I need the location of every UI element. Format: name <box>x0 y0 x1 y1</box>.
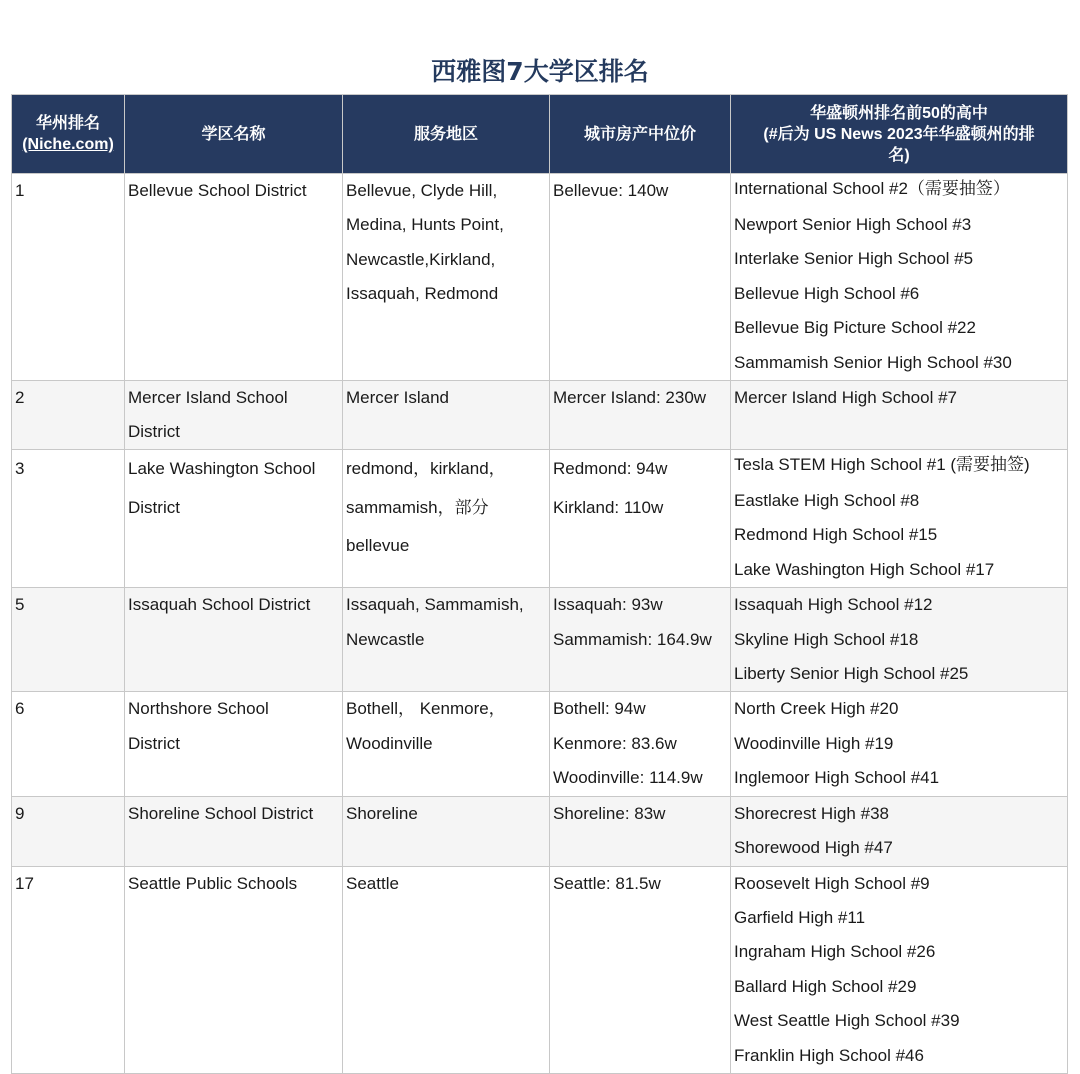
table-row <box>12 866 1068 1073</box>
top-schools-line: Mercer Island High School #7 <box>734 388 958 408</box>
rank-cell: 5 <box>12 588 125 692</box>
header-schools-line3: 名) <box>888 146 910 164</box>
table-row <box>12 796 1068 866</box>
top-schools-cell <box>731 381 1068 450</box>
header-rank-label: 华州排名 <box>35 115 100 132</box>
top-schools-line: Tesla STEM High School #1 (需要抽签) <box>734 455 1030 475</box>
top-schools-line: International School #2（需要抽签） <box>734 179 1010 198</box>
service-area-line: sammamish，部分 <box>346 497 489 517</box>
top-schools-line: Redmond High School #15 <box>734 525 938 545</box>
service-area-line: Bellevue, Clyde Hill, <box>346 181 498 200</box>
top-schools-line: Skyline High School #18 <box>734 629 919 649</box>
service-area-line: Issaquah, Redmond <box>346 284 499 304</box>
niche-link[interactable]: (Niche.com) <box>22 136 114 153</box>
top-schools-line: Liberty Senior High School #25 <box>734 664 969 684</box>
district-name-line: Northshore School <box>128 699 269 719</box>
service-area-line: Issaquah, Sammamish, <box>346 595 524 615</box>
service-area-line: Mercer Island <box>346 388 449 408</box>
service-area-cell <box>343 381 550 450</box>
service-area-line: Medina, Hunts Point, <box>346 215 504 235</box>
service-area-line: Bothell， Kenmore， <box>346 699 506 719</box>
top-schools-line: Franklin High School #46 <box>734 1045 924 1065</box>
header-price: 城市房产中位价 <box>550 95 731 174</box>
header-schools-line1: 华盛顿州排名前50的高中 <box>810 104 988 122</box>
service-area-line: Woodinville <box>346 733 433 753</box>
rank-cell: 17 <box>12 866 125 1073</box>
table-row <box>12 450 1068 588</box>
median-price-line: Woodinville: 114.9w <box>553 768 703 788</box>
district-name-line: Bellevue School District <box>128 181 307 200</box>
median-price-line: Bellevue: 140w <box>553 181 669 200</box>
median-price-cell <box>550 450 731 588</box>
top-schools-cell <box>731 866 1068 1073</box>
district-name-cell <box>125 866 343 1073</box>
median-price-cell <box>550 381 731 450</box>
table-row <box>12 381 1068 450</box>
district-name-cell <box>125 588 343 692</box>
district-name-cell <box>125 450 343 588</box>
service-area-line: Seattle <box>346 873 399 893</box>
district-name-cell <box>125 796 343 866</box>
service-area-line: Newcastle <box>346 629 425 649</box>
top-schools-line: Issaquah High School #12 <box>734 595 933 615</box>
district-name-line: District <box>128 733 180 753</box>
service-area-cell <box>343 866 550 1073</box>
header-district: 学区名称 <box>125 95 343 174</box>
median-price-cell <box>550 174 731 381</box>
district-name-cell <box>125 381 343 450</box>
top-schools-line: Roosevelt High School #9 <box>734 873 930 893</box>
district-name-cell <box>125 174 343 381</box>
top-schools-line: Inglemoor High School #41 <box>734 768 940 788</box>
median-price-line: Mercer Island: 230w <box>553 388 707 408</box>
median-price-cell <box>550 692 731 796</box>
district-name-line: District <box>128 497 180 517</box>
service-area-cell <box>343 692 550 796</box>
header-schools <box>731 95 1068 174</box>
top-schools-line: Bellevue Big Picture School #22 <box>734 318 976 338</box>
median-price-line: Seattle: 81.5w <box>553 873 661 893</box>
median-price-cell <box>550 866 731 1073</box>
top-schools-line: Woodinville High #19 <box>734 733 894 753</box>
top-schools-line: Shorecrest High #38 <box>734 803 889 823</box>
header-area: 服务地区 <box>343 95 550 174</box>
service-area-cell <box>343 588 550 692</box>
top-schools-cell <box>731 692 1068 796</box>
median-price-line: Bothell: 94w <box>553 699 646 719</box>
district-name-line: Issaquah School District <box>128 595 311 615</box>
rank-cell: 1 <box>12 174 125 381</box>
district-name-line: Mercer Island School <box>128 388 288 408</box>
top-schools-cell <box>731 450 1068 588</box>
district-ranking-table <box>11 94 1068 1074</box>
service-area-cell <box>343 796 550 866</box>
rank-cell: 6 <box>12 692 125 796</box>
top-schools-cell <box>731 174 1068 381</box>
top-schools-line: Lake Washington High School #17 <box>734 559 995 579</box>
district-name-line: District <box>128 422 180 442</box>
top-schools-line: North Creek High #20 <box>734 699 899 719</box>
median-price-line: Sammamish: 164.9w <box>553 629 712 649</box>
district-name-line: Lake Washington School <box>128 459 316 479</box>
service-area-line: Newcastle,Kirkland, <box>346 249 496 269</box>
header-schools-line2: (#后为 US News 2023年华盛顿州的排 <box>763 125 1035 143</box>
top-schools-line: Interlake Senior High School #5 <box>734 249 974 269</box>
top-schools-line: Newport Senior High School #3 <box>734 215 972 234</box>
header-row <box>12 95 1068 174</box>
top-schools-line: Bellevue High School #6 <box>734 283 920 303</box>
service-area-line: redmond，kirkland， <box>346 459 506 479</box>
table-row <box>12 588 1068 692</box>
top-schools-line: Sammamish Senior High School #30 <box>734 352 1012 372</box>
top-schools-line: West Seattle High School #39 <box>734 1011 960 1031</box>
median-price-cell <box>550 796 731 866</box>
district-name-line: Seattle Public Schools <box>128 873 298 893</box>
median-price-line: Kirkland: 110w <box>553 497 664 517</box>
page-title: 西雅图7大学区排名 <box>431 57 649 86</box>
median-price-line: Issaquah: 93w <box>553 595 663 615</box>
top-schools-cell <box>731 796 1068 866</box>
header-rank <box>12 95 125 174</box>
rank-cell: 9 <box>12 796 125 866</box>
median-price-cell <box>550 588 731 692</box>
median-price-line: Redmond: 94w <box>553 459 668 479</box>
top-schools-line: Garfield High #11 <box>734 907 866 927</box>
top-schools-line: Ballard High School #29 <box>734 976 917 996</box>
median-price-line: Kenmore: 83.6w <box>553 733 677 753</box>
service-area-cell <box>343 174 550 381</box>
rank-cell: 3 <box>12 450 125 588</box>
table-row <box>12 692 1068 796</box>
top-schools-line: Eastlake High School #8 <box>734 491 920 511</box>
top-schools-line: Ingraham High School #26 <box>734 942 936 962</box>
table-row <box>12 174 1068 381</box>
rank-cell: 2 <box>12 381 125 450</box>
service-area-line: Shoreline <box>346 803 418 823</box>
top-schools-line: Shorewood High #47 <box>734 838 893 858</box>
top-schools-cell <box>731 588 1068 692</box>
median-price-line: Shoreline: 83w <box>553 803 666 823</box>
district-name-line: Shoreline School District <box>128 803 314 823</box>
service-area-cell <box>343 450 550 588</box>
service-area-line: bellevue <box>346 536 410 556</box>
district-name-cell <box>125 692 343 796</box>
